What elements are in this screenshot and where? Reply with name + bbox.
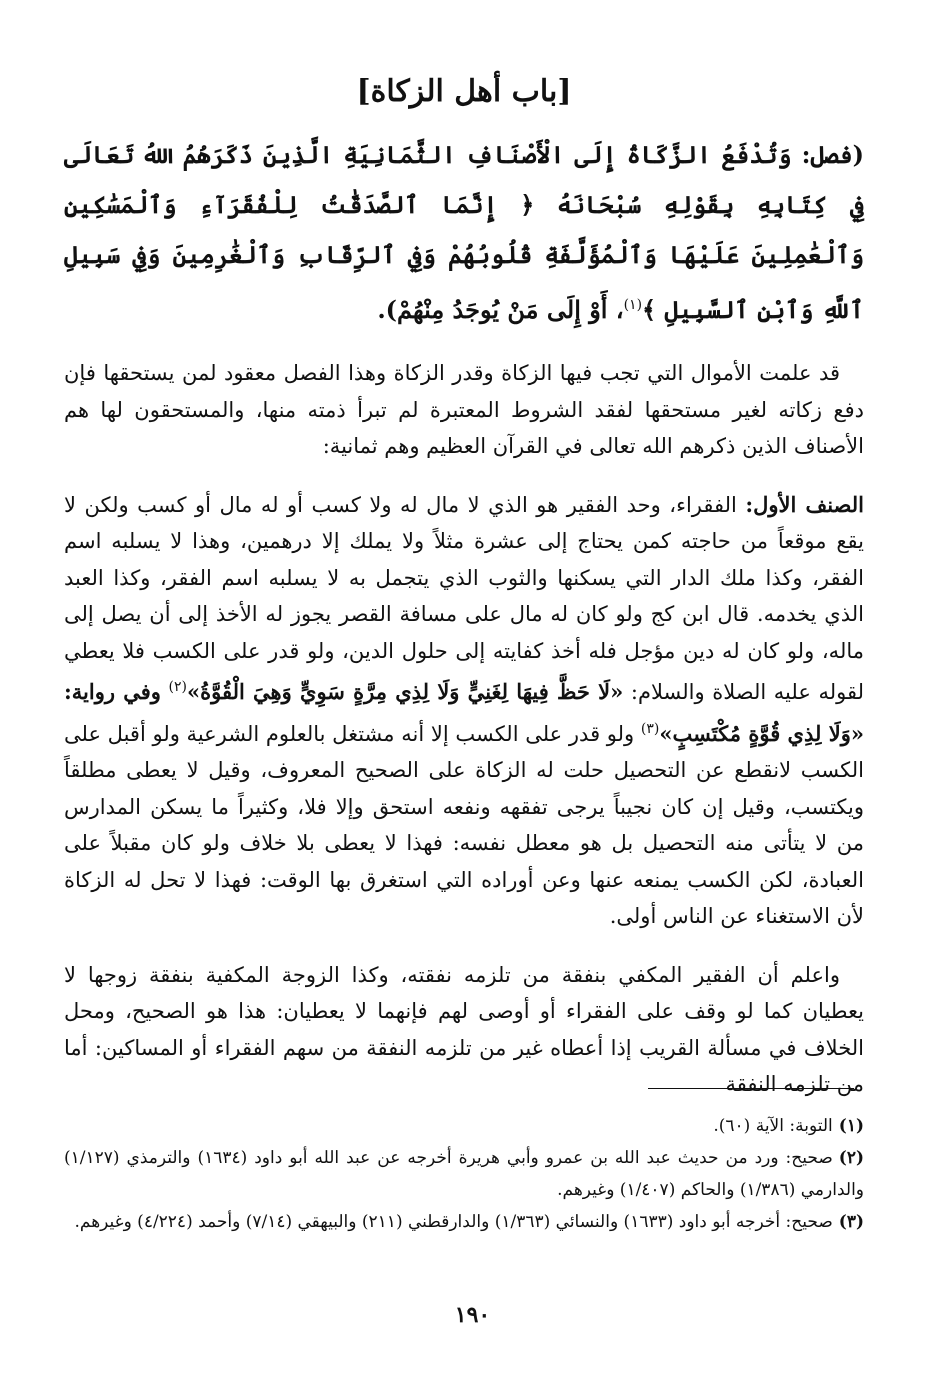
paragraph-first-category <box>64 487 864 935</box>
footnote-number: (٣) <box>838 1212 864 1232</box>
chapter-title: [باب أهل الزكاة] <box>356 74 572 109</box>
footnote-ref-2: (٢) <box>168 679 187 695</box>
category-heading: الصنف الأول: <box>745 491 864 517</box>
footnote-text: صحيح: ورد من حديث عبد الله بن عمرو وأبي هريرة أخرجه عن عبد الله أبو داود (١٦٣٤) والترمذي (١/١٢٧) والدارمي (١/٣٨٦) والحاكم (١/٤٠٧) وغيرهم. <box>64 1148 864 1200</box>
page-body <box>64 70 864 1125</box>
footnote-text: صحيح: أخرجه أبو داود (١٦٣٣) والنسائي (١/٣٦٣) والدارقطني (٢١١) والبيهقي (٧/١٤) وأحمد (٤/٢٢٤) وغيرهم. <box>74 1212 833 1232</box>
footnote-number: (٢) <box>838 1148 865 1168</box>
fasl-tail: ، أَوْ إِلَى مَنْ يُوجَدُ مِنْهُمْ). <box>377 295 624 324</box>
paragraph-intro: قد علمت الأموال التي تجب فيها الزكاة وقدر الزكاة وهذا الفصل معقود لمن يستحقها فإن دفع زكاته لغير مستحقها لفقد الشروط المعتبرة لم تبرأ ذمته منها، والمستحقون لها هم الأصناف الذين ذكرهم الله تعالى في القرآن العظيم وهم ثمانية: <box>64 361 864 458</box>
footnote-text: التوبة: الآية (٦٠). <box>713 1116 833 1136</box>
paragraph-text-a: الفقراء، وحد الفقير هو الذي لا مال له ولا كسب أو له مال أو كسب ولكن لا يقع موقعاً من حاجته كمن يحتاج إلى عشرة مثلاً ولا يملك إلا درهمين، وهذا لا يسلبه اسم الفقر، وكذا ملك الدار التي يسكنها والثوب الذي يتجمل به لا يسلبه اسم الفقر، وكذا العبد الذي يخدمه. قال ابن كج ولو كان له مال على مسافة القصر يجوز له الأخذ إلى أن يصل إلى ماله، ولو كان له دين مؤجل فله أخذ كفايته إلى حلول الدين، ولو قدر على الكسب فلا يعطي لقوله عليه الصلاة والسلام: <box>64 492 864 704</box>
footnotes <box>64 1110 864 1238</box>
footnote-divider <box>648 1088 854 1089</box>
footnote-ref-1: (١) <box>623 297 643 313</box>
footnote-item <box>64 1206 864 1238</box>
fasl-section <box>64 130 864 335</box>
paragraph-text-c: ولو قدر على الكسب إلا أنه مشتغل بالعلوم الشرعية ولو أقبل على الكسب لانقطع عن التحصيل حلت له الزكاة على الصحيح المعروف، وقيل لا يعطى مطلقاً ويكتسب، وقيل إن كان نجيباً يرجى تفقهه ونفعه استحق وإلا فلا، وكثيراً ما يسكن المدارس من لا يتأتى منه التحصيل بل هو معطل نفسه: فهذا لا يعطى بلا خلاف ولو كان مقبلاً على العبادة، لكن الكسب يمنعه عنها وعن أوراده التي استغرق بها الوقت: فهذا لا تحل له الزكاة لأن الاستغناء عن الناس أولى. <box>64 721 864 928</box>
hadith-quote-1: «لَا حَظَّ فِيهَا لِغَنِيٍّ وَلَا لِذِي مِرَّةٍ سَوِيٍّ وَهِيَ الْقُوَّةُ» <box>186 679 624 704</box>
hadith-quote-2: «وَلَا لِذِي قُوَّةٍ مُكْتَسِبٍ» <box>659 720 864 746</box>
page-number: ١٩٠ <box>454 1302 491 1328</box>
footnote-item <box>64 1142 864 1206</box>
footnote-number: (١) <box>838 1116 864 1136</box>
footnote-ref-3: (٣) <box>640 720 660 737</box>
fasl-text: (فصل: وَتُدْفَعُ الزَّكَاةُ إِلَى الْأَصْنَافِ الثَّمَانِيَةِ الَّذِينَ ذَكَرَهُمُ اللهُ تَعَالَى فِي كِتَابِهِ بِقَوْلِهِ سُبْحَانَهُ ﴿ إِنَّمَا ٱلصَّدَقَٰتُ لِلْفُقَرَآءِ وَٱلْمَسَٰكِينِ وَٱلْعَٰمِلِينَ عَلَيْهَا وَٱلْمُؤَلَّفَةِ قُلُوبُهُمْ وَفِي ٱلرِّقَابِ وَٱلْغَٰرِمِينَ وَفِي سَبِيلِ ٱللَّهِ وَٱبْنِ ٱلسَّبِيلِ ﴾ <box>64 140 864 324</box>
riwaya-label: وفي رواية: <box>64 679 161 704</box>
footnote-item <box>64 1110 864 1142</box>
paragraph-closing: واعلم أن الفقير المكفي بنفقة من تلزمه نفقته، وكذا الزوجة المكفية بنفقة زوجها لا يعطيان كما لو وقف على الفقراء أو أوصى لهم فإنهما لا يعطيان: هذا هو الصحيح، ومحل الخلاف في مسألة القريب إذا أعطاه غير من تلزمه النفقة من سهم الفقراء أو المساكين: أما من تلزمه النفقة <box>64 962 864 1096</box>
